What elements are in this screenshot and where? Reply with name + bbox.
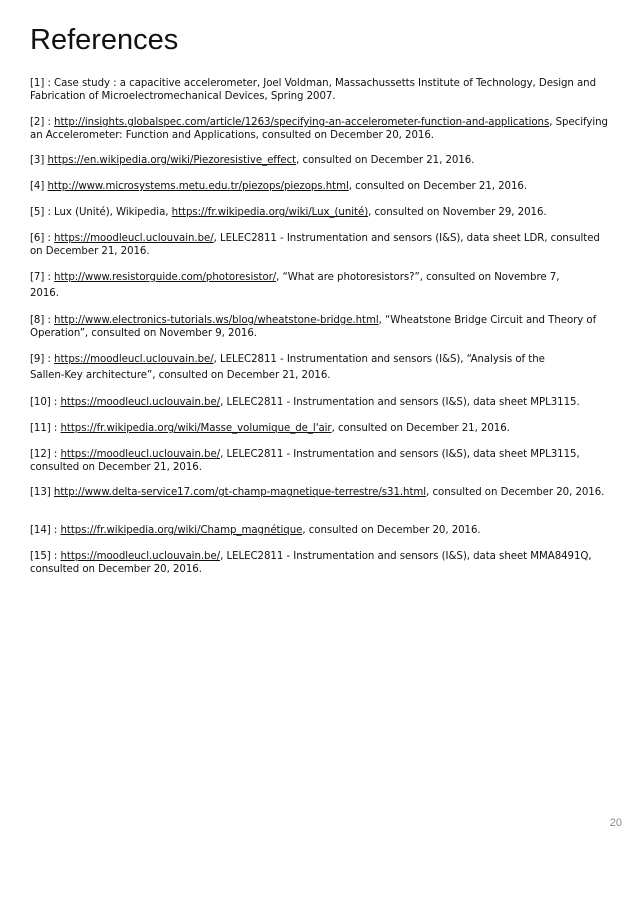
reference-text: , LELEC2811 - Instrumentation and sensors (I&S), data sheet MPL3115, consulted on December 21, 2016. — [30, 449, 580, 473]
reference-link[interactable]: https://moodleucl.uclouvain.be/ — [54, 233, 214, 244]
reference-text: , “Wheatstone Bridge Circuit and Theory of Operation”, consulted on November 9, 2016. — [30, 315, 597, 339]
reference-item-8 — [30, 314, 615, 340]
reference-number: [2] : — [30, 117, 55, 128]
reference-text: Lux (Unité), Wikipedia, — [54, 207, 172, 218]
reference-link[interactable]: http://insights.globalspec.com/article/1263/specifying-an-accelerometer-function-and-applications — [54, 117, 550, 128]
reference-number: [9] : — [30, 354, 55, 365]
reference-link[interactable]: https://fr.wikipedia.org/wiki/Lux_(unité) — [171, 207, 369, 218]
reference-item-12 — [30, 448, 615, 474]
reference-item-7 — [30, 270, 585, 302]
reference-number: [4] — [30, 181, 48, 192]
reference-item-5 — [30, 206, 615, 219]
reference-text: , consulted on December 21, 2016. — [296, 155, 475, 166]
reference-link[interactable]: http://www.electronics-tutorials.ws/blog/wheatstone-bridge.html — [54, 315, 379, 326]
reference-number: [6] : — [30, 233, 55, 244]
reference-number: [1] : — [30, 78, 55, 89]
reference-item-4 — [30, 180, 615, 193]
reference-link[interactable]: http://www.microsystems.metu.edu.tr/piezops/piezops.html — [47, 181, 349, 192]
reference-link[interactable]: https://fr.wikipedia.org/wiki/Masse_volumique_de_l'air — [60, 423, 332, 434]
reference-text: , LELEC2811 - Instrumentation and sensors (I&S), data sheet LDR, consulted on December 21, 2016. — [30, 233, 600, 257]
reference-text: , LELEC2811 - Instrumentation and sensors (I&S), data sheet MMA8491Q, consulted on December 20, 2016. — [30, 551, 592, 575]
reference-link[interactable]: https://en.wikipedia.org/wiki/Piezoresistive_effect — [47, 155, 297, 166]
reference-link[interactable]: http://www.resistorguide.com/photoresistor/ — [54, 272, 277, 283]
reference-text: , Specifying an Accelerometer: Function and Applications, consulted on December 20, 2016. — [30, 117, 608, 141]
reference-item-11 — [30, 422, 615, 435]
page-number: 20 — [609, 817, 622, 829]
reference-text: , consulted on November 29, 2016. — [368, 207, 547, 218]
reference-item-2 — [30, 116, 615, 142]
reference-number: [5] : — [30, 207, 55, 218]
reference-number: [12] : — [30, 449, 61, 460]
reference-number: [14] : — [30, 525, 61, 536]
reference-link[interactable]: https://moodleucl.uclouvain.be/ — [60, 449, 221, 460]
reference-item-10 — [30, 396, 615, 409]
reference-text: , LELEC2811 - Instrumentation and sensors (I&S), “Analysis of the Sallen-Key architecture”, consulted on December 21, 2016. — [30, 354, 545, 381]
page-title: References — [30, 24, 179, 56]
reference-number: [13] — [30, 487, 54, 498]
reference-number: [10] : — [30, 397, 61, 408]
reference-number: [8] : — [30, 315, 55, 326]
reference-link[interactable]: https://fr.wikipedia.org/wiki/Champ_magnétique — [60, 525, 303, 536]
reference-item-9 — [30, 352, 575, 384]
reference-item-13 — [30, 486, 615, 499]
reference-item-1 — [30, 77, 615, 103]
reference-text: , LELEC2811 - Instrumentation and sensors (I&S), data sheet MPL3115. — [220, 397, 580, 408]
reference-link[interactable]: https://moodleucl.uclouvain.be/ — [54, 354, 214, 365]
reference-link[interactable]: https://moodleucl.uclouvain.be/ — [60, 397, 221, 408]
reference-number: [3] — [30, 155, 48, 166]
reference-link[interactable]: http://www.delta-service17.com/gt-champ-magnetique-terrestre/s31.html — [53, 487, 427, 498]
reference-item-3 — [30, 154, 615, 167]
reference-text: , consulted on December 20, 2016. — [426, 487, 605, 498]
reference-text: , consulted on December 21, 2016. — [348, 181, 528, 192]
reference-text: Case study : a capacitive accelerometer, Joel Voldman, Massachussetts Institute of Technology, Design and Fabrication of Microelectromechanical Devices, Spring 2007. — [30, 78, 597, 102]
reference-number: [15] : — [30, 551, 61, 562]
reference-number: [11] : — [30, 423, 61, 434]
reference-number: [7] : — [30, 272, 55, 283]
reference-text: , consulted on December 20, 2016. — [302, 525, 481, 536]
reference-item-6 — [30, 232, 615, 258]
reference-link[interactable]: https://moodleucl.uclouvain.be/ — [60, 551, 221, 562]
reference-item-15 — [30, 550, 615, 576]
reference-text: , consulted on December 21, 2016. — [331, 423, 510, 434]
reference-text: , “What are photoresistors?”, consulted on Novembre 7, 2016. — [30, 272, 560, 299]
reference-item-14 — [30, 524, 615, 537]
